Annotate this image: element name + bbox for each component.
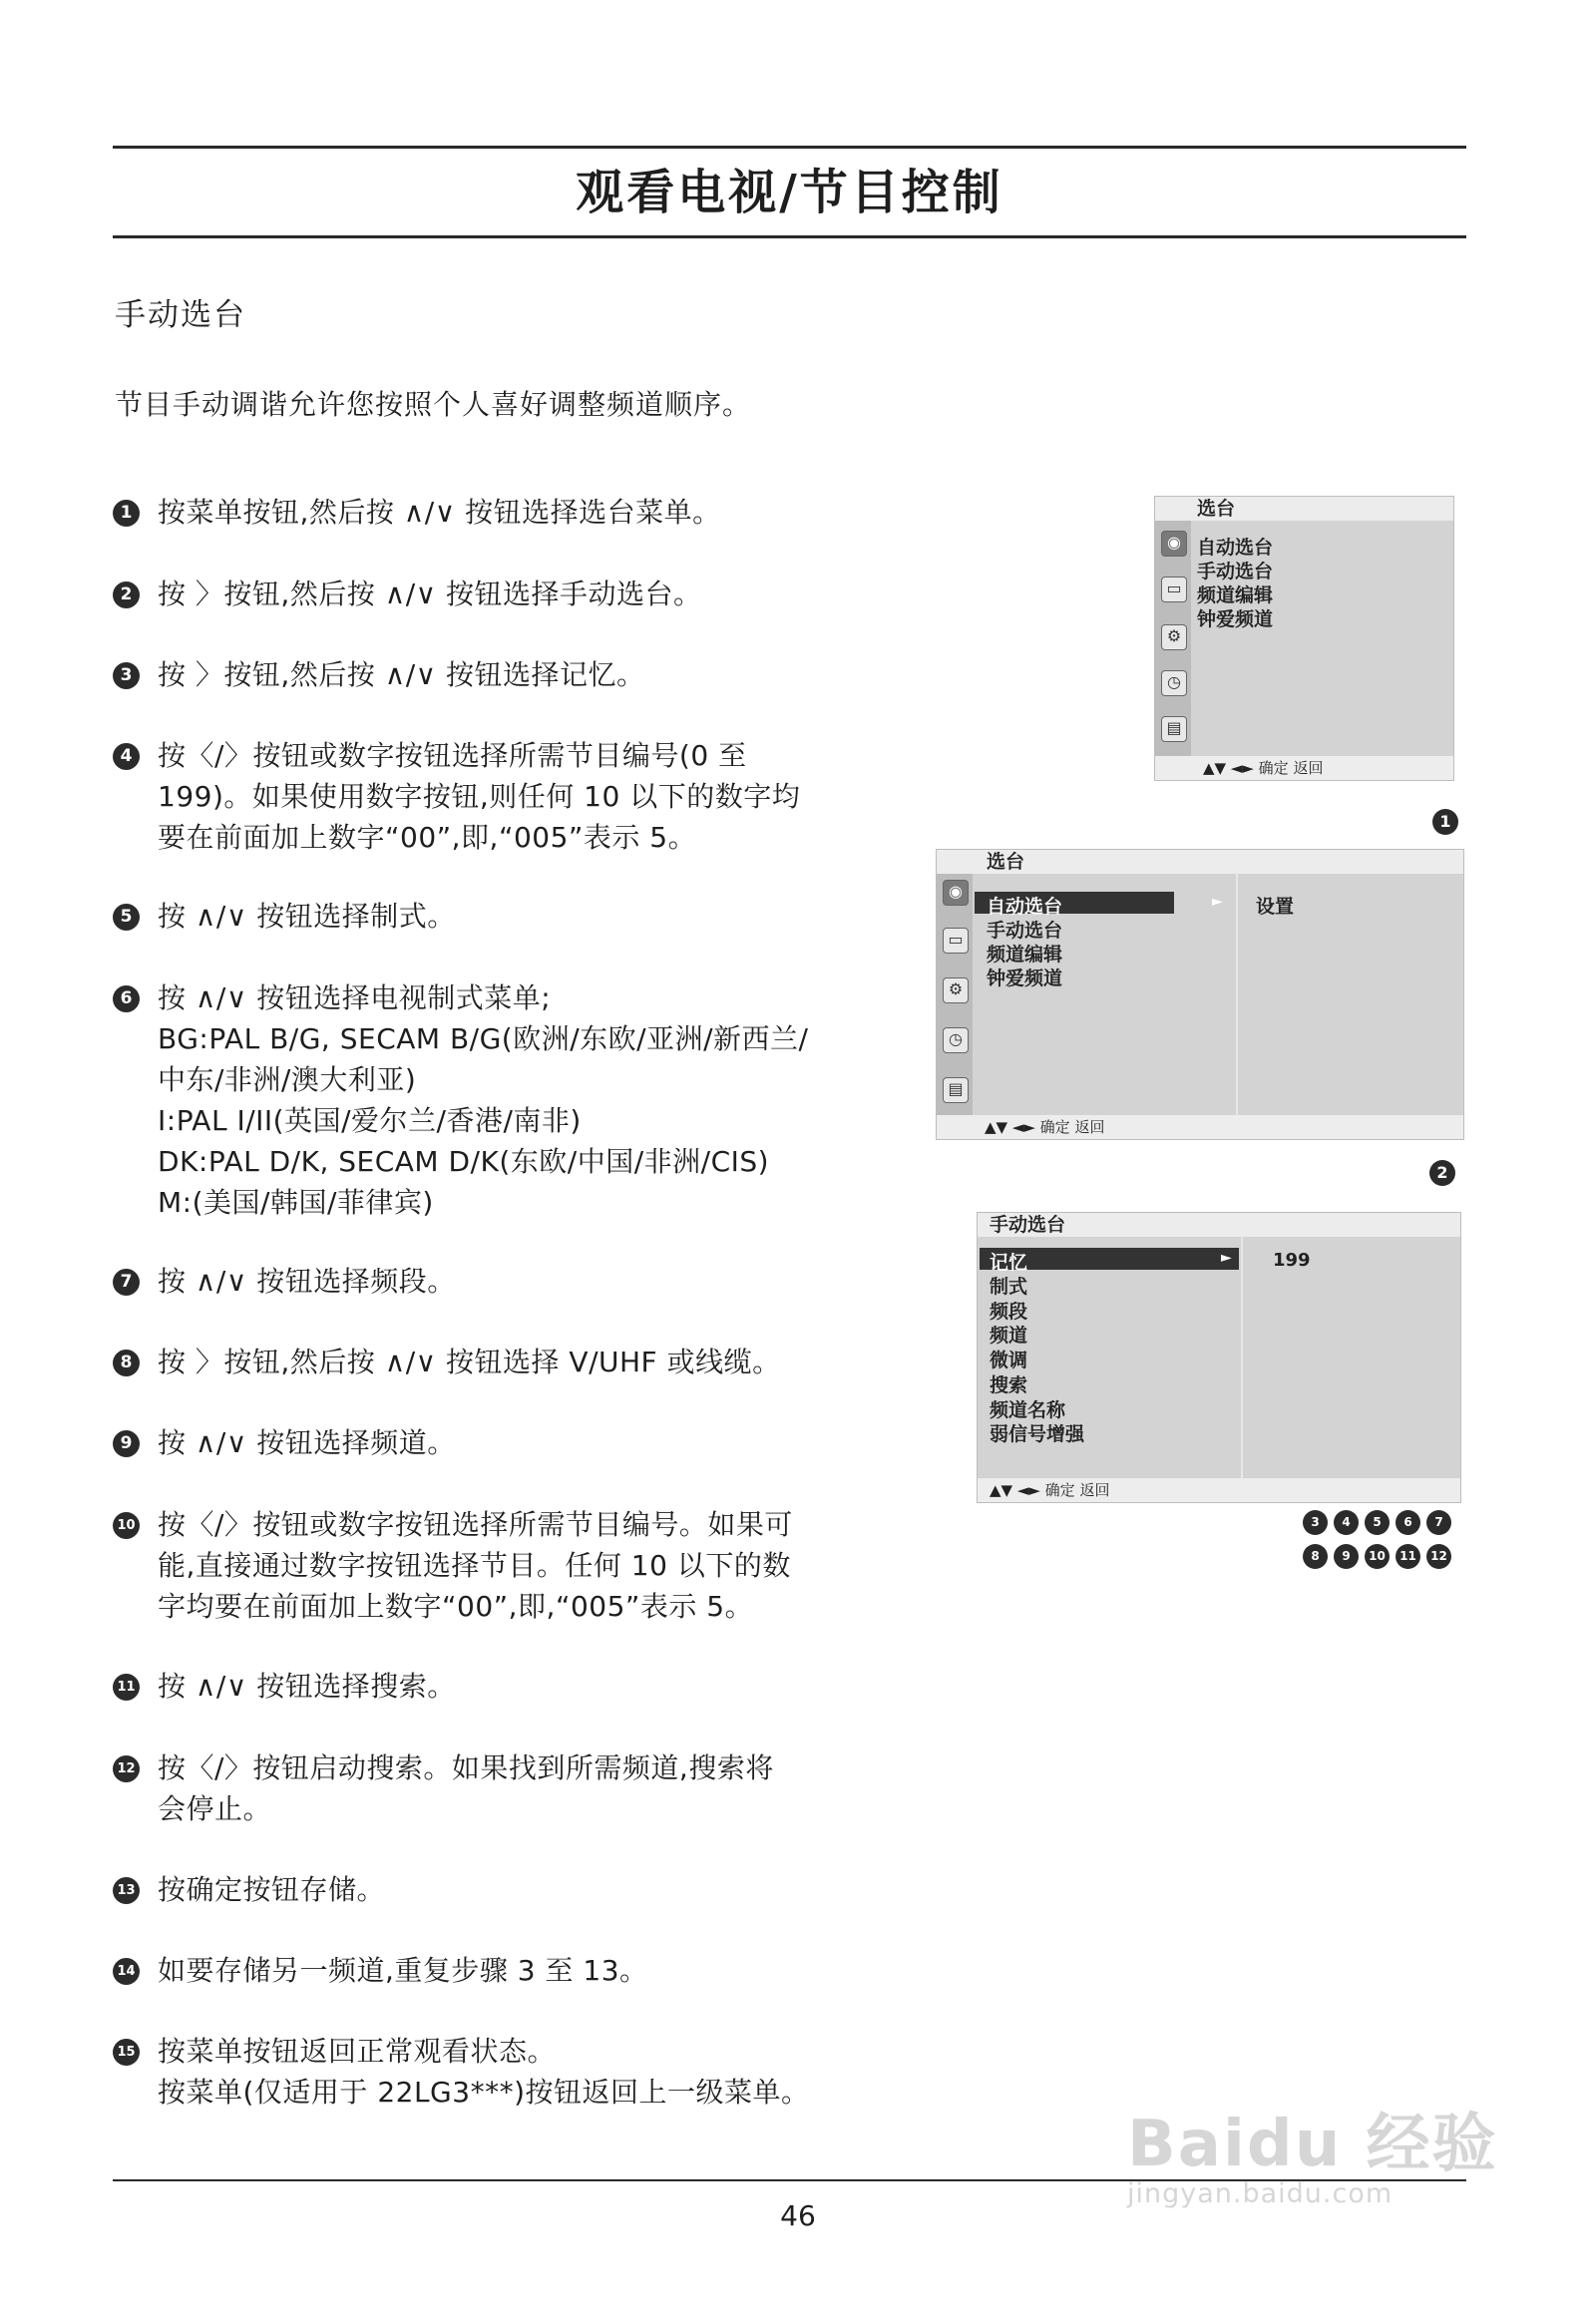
instruction-step [113, 1342, 881, 1382]
instruction-step [113, 1950, 881, 1991]
step-line: 字均要在前面加上数字“00”,即,“005”表示 5。 [158, 1590, 754, 1623]
step-number-badge: 1 [113, 500, 140, 527]
step-line: 按 〉按钮,然后按 ∧/∨ 按钮选择 V/UHF 或线缆。 [158, 1346, 781, 1378]
figure-step-badge: 3 [1303, 1510, 1328, 1535]
time-icon: ◷ [943, 1027, 969, 1053]
watermark [1127, 2093, 1498, 2209]
osd-item-manual-tuning: 手动选台 [987, 920, 1063, 942]
step-line: 按 ∧/∨ 按钮选择电视制式菜单; [158, 981, 552, 1014]
step-line: 199)。如果使用数字按钮,则任何 10 以下的数字均 [158, 780, 801, 813]
osd-item-search: 搜索 [990, 1374, 1028, 1396]
step-text [158, 1422, 881, 1463]
step-number-badge: 11 [113, 1674, 140, 1701]
section-title: 手动选台 [115, 297, 246, 333]
step-line: 按 ∧/∨ 按钮选择搜索。 [158, 1670, 456, 1703]
step-number-badge: 14 [113, 1958, 140, 1985]
osd-arrow: ► [1221, 1250, 1232, 1266]
figure-step-badge: 4 [1334, 1510, 1359, 1535]
step-text [158, 492, 881, 533]
step-line: 按〈/〉按钮或数字按钮选择所需节目编号(0 至 [158, 739, 747, 772]
instruction-step [113, 1261, 881, 1302]
figure-step-badge: 7 [1426, 1510, 1451, 1535]
osd-item-auto-tuning: 自动选台 [987, 896, 1063, 918]
step-line: 按 ∧/∨ 按钮选择频段。 [158, 1265, 456, 1298]
step-line: 按确定按钮存储。 [158, 1873, 386, 1906]
step-number-badge: 10 [113, 1512, 140, 1539]
figure-step-badge: 12 [1426, 1544, 1451, 1569]
instruction-step [113, 1869, 881, 1910]
step-number-badge: 4 [113, 743, 140, 770]
step-line: I:PAL I/II(英国/爱尔兰/香港/南非) [158, 1104, 582, 1137]
osd-item-channel-edit: 频道编辑 [1197, 584, 1274, 606]
osd-menu-3 [977, 1212, 1461, 1503]
figure-step-badge: 8 [1303, 1544, 1328, 1569]
step-line: M:(美国/韩国/菲律宾) [158, 1186, 434, 1219]
step-line: 如要存储另一频道,重复步骤 3 至 13。 [158, 1954, 648, 1987]
step-line: 按 ∧/∨ 按钮选择制式。 [158, 900, 456, 933]
osd-item-favorite: 钟爱频道 [1197, 608, 1274, 630]
instruction-step [113, 1747, 881, 1829]
time-icon: ◷ [1161, 670, 1187, 696]
instruction-step [113, 654, 881, 695]
osd-item-channel-edit: 频道编辑 [987, 944, 1063, 966]
step-text [158, 1342, 881, 1382]
step-text [158, 896, 881, 937]
step-number-badge: 8 [113, 1350, 140, 1376]
step-line: 按 ∧/∨ 按钮选择频道。 [158, 1426, 456, 1459]
osd-footer: ▲▼ ◄► 确定 返回 [978, 1478, 1460, 1502]
step-text [158, 1950, 881, 1991]
page-title: 观看电视/节目控制 [576, 165, 1003, 220]
osd-submenu-setting: 设置 [1256, 896, 1295, 918]
intro-paragraph: 节目手动调谐允许您按照个人喜好调整频道顺序。 [115, 388, 752, 421]
osd-arrow: ► [1212, 894, 1223, 910]
osd-header: 选台 [937, 850, 1463, 874]
step-text [158, 654, 881, 695]
figure-step-badge: 11 [1396, 1544, 1420, 1569]
instruction-step [113, 1504, 881, 1627]
osd-column-divider [1241, 1237, 1243, 1478]
title-rule [113, 235, 1466, 238]
step-text [158, 977, 881, 1223]
step-text [158, 735, 881, 858]
tuning-icon: ◉ [943, 880, 969, 906]
osd-header: 选台 [1155, 497, 1453, 521]
osd-item-auto-tuning: 自动选台 [1197, 537, 1274, 559]
osd-footer: ▲▼ ◄► 确定 返回 [1155, 756, 1453, 780]
step-number-badge: 5 [113, 904, 140, 931]
instruction-step [113, 1666, 881, 1707]
step-text [158, 1261, 881, 1302]
instruction-step [113, 1422, 881, 1463]
figure-number-2: 2 [1429, 1160, 1455, 1186]
instruction-step [113, 977, 881, 1223]
osd-item-name: 频道名称 [990, 1399, 1066, 1421]
step-text [158, 574, 881, 614]
figure-step-badge: 9 [1334, 1544, 1359, 1569]
step-line: 要在前面加上数字“00”,即,“005”表示 5。 [158, 821, 697, 854]
step-number-badge: 3 [113, 662, 140, 689]
step-line: 按 〉按钮,然后按 ∧/∨ 按钮选择手动选台。 [158, 578, 702, 610]
osd-item-favorite: 钟爱频道 [987, 968, 1063, 989]
osd-header: 手动选台 [978, 1213, 1460, 1237]
step-number-badge: 7 [113, 1269, 140, 1296]
step-line: 按〈/〉按钮启动搜索。如果找到所需频道,搜索将 [158, 1751, 774, 1784]
figure-step-badges-row-2 [1297, 1544, 1451, 1569]
step-line: 会停止。 [158, 1792, 272, 1825]
osd-item-memory: 记忆 [990, 1252, 1028, 1274]
step-number-badge: 12 [113, 1755, 140, 1782]
step-line: 按菜单(仅适用于 22LG3***)按钮返回上一级菜单。 [158, 2076, 810, 2109]
watermark-url: jingyan.baidu.com [1127, 2178, 1394, 2209]
osd-item-system: 制式 [990, 1276, 1028, 1298]
figure-step-badges-row-1 [1297, 1510, 1451, 1535]
page-number: 46 [780, 2199, 816, 2232]
step-text [158, 1869, 881, 1910]
osd-item-band: 频段 [990, 1301, 1028, 1323]
osd-item-fine: 微调 [990, 1350, 1028, 1371]
step-text [158, 2031, 881, 2113]
instruction-step [113, 2031, 881, 2113]
osd-footer: ▲▼ ◄► 确定 返回 [937, 1115, 1463, 1139]
lock-icon: ▤ [1161, 716, 1187, 742]
step-line: 中东/非洲/澳大利亚) [158, 1063, 417, 1096]
step-number-badge: 6 [113, 985, 140, 1012]
step-text [158, 1504, 881, 1627]
figure-number-1: 1 [1432, 809, 1458, 835]
osd-icon-bar [937, 874, 973, 1115]
top-rule [113, 146, 1466, 149]
step-line: DK:PAL D/K, SECAM D/K(东欧/中国/非洲/CIS) [158, 1145, 770, 1178]
step-text [158, 1666, 881, 1707]
lock-icon: ▤ [943, 1077, 969, 1103]
figure-step-badge: 5 [1365, 1510, 1390, 1535]
picture-icon: ▭ [1161, 577, 1187, 602]
step-number-badge: 9 [113, 1430, 140, 1457]
figure-step-badge: 6 [1396, 1510, 1420, 1535]
osd-icon-bar [1155, 521, 1191, 756]
instruction-step [113, 735, 881, 858]
step-line: BG:PAL B/G, SECAM B/G(欧洲/东欧/亚洲/新西兰/ [158, 1022, 809, 1055]
step-text [158, 1747, 881, 1829]
osd-item-manual-tuning: 手动选台 [1197, 561, 1274, 582]
step-line: 按菜单按钮,然后按 ∧/∨ 按钮选择选台菜单。 [158, 496, 721, 529]
option-icon: ⚙ [943, 977, 969, 1003]
osd-column-divider [1236, 874, 1238, 1115]
step-line: 能,直接通过数字按钮选择节目。任何 10 以下的数 [158, 1549, 791, 1582]
option-icon: ⚙ [1161, 624, 1187, 650]
instruction-step [113, 896, 881, 937]
osd-menu-2 [936, 849, 1464, 1140]
figure-step-badge: 10 [1365, 1544, 1390, 1569]
step-number-badge: 15 [113, 2039, 140, 2066]
step-number-badge: 13 [113, 1877, 140, 1904]
tuning-icon: ◉ [1161, 531, 1187, 557]
step-number-badge: 2 [113, 581, 140, 608]
watermark-brand: Baidu 经验 [1127, 2108, 1498, 2181]
step-line: 按菜单按钮返回正常观看状态。 [158, 2035, 557, 2068]
instruction-step [113, 492, 881, 533]
picture-icon: ▭ [943, 928, 969, 954]
instruction-step [113, 574, 881, 614]
osd-item-channel: 频道 [990, 1325, 1028, 1347]
osd-menu-1 [1154, 496, 1454, 781]
osd-item-booster: 弱信号增强 [990, 1423, 1085, 1445]
osd-value-memory: 199 [1273, 1250, 1311, 1271]
step-line: 按〈/〉按钮或数字按钮选择所需节目编号。如果可 [158, 1508, 793, 1541]
step-line: 按 〉按钮,然后按 ∧/∨ 按钮选择记忆。 [158, 658, 645, 691]
